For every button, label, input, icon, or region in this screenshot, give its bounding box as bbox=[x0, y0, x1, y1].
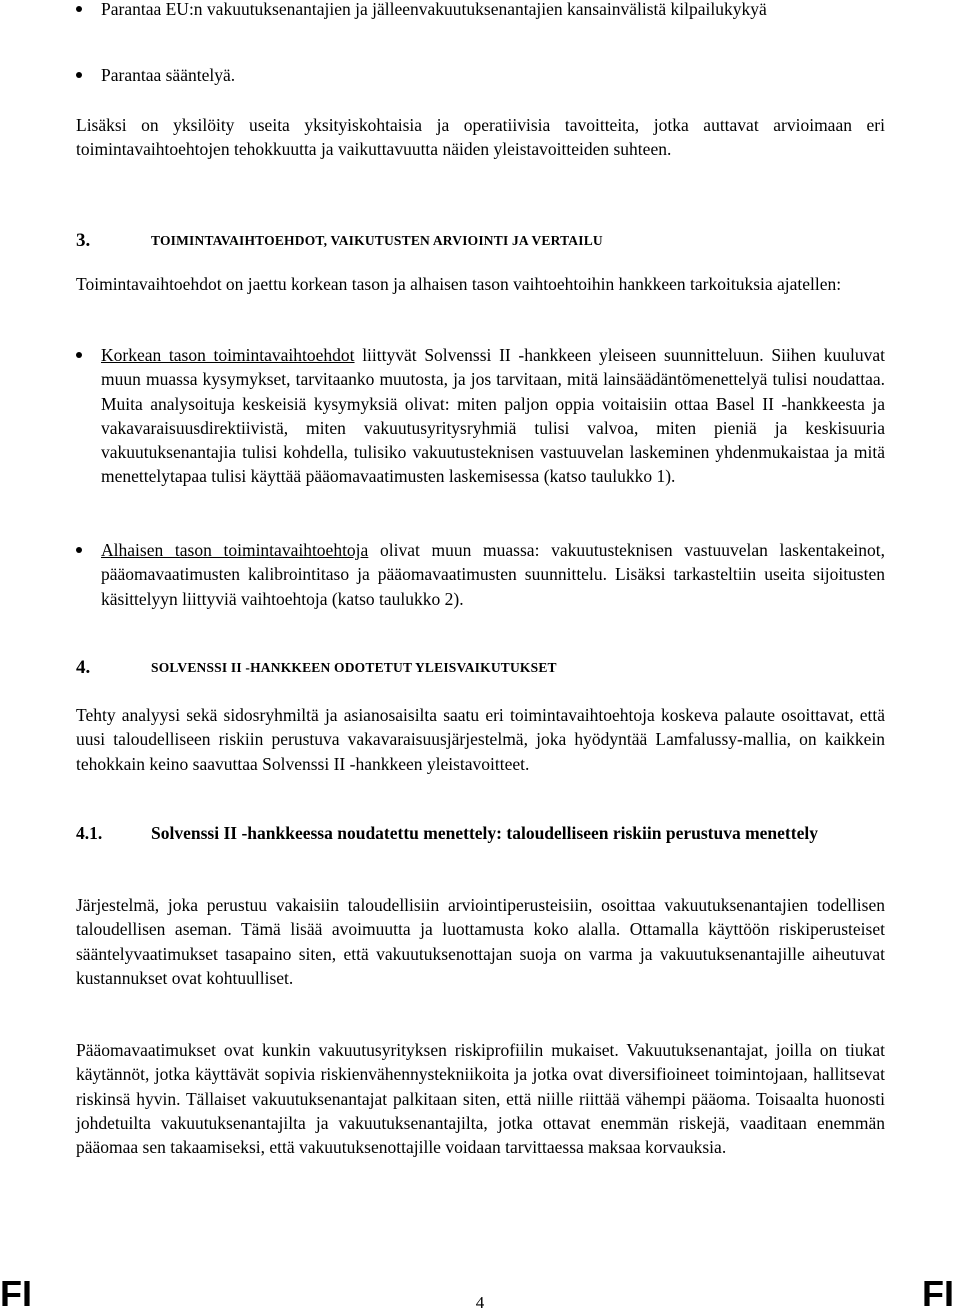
section-4-1-heading bbox=[76, 821, 885, 845]
section-number: 4. bbox=[76, 657, 91, 678]
section-4-heading bbox=[76, 656, 885, 680]
section-number: 4.1. bbox=[76, 823, 103, 843]
section-3-heading bbox=[76, 229, 885, 253]
page-number: 4 bbox=[475, 1293, 485, 1312]
section-4-paragraph: Tehty analyysi sekä sidosryhmiltä ja asianosaisilta saatu eri toimintavaihtoehtoja koskeva palaute osoittavat, että uusi taloudelliseen riskiin perustuva vakavaraisuusjärjestelmä, joka hyödyntää Lamfalussy-mallia, on kaikkein tehokkain keino saavuttaa Solvenssi II -hankkeen yleistavoitteet. bbox=[76, 705, 885, 774]
bullet-text: Parantaa sääntelyä. bbox=[101, 65, 236, 85]
section-4-1-paragraph: Järjestelmä, joka perustuu vakaisiin taloudellisiin arviointiperusteisiin, osoittaa vakuutuksenantajien todellisen taloudellisen aseman. Tämä lisää avoimuutta ja luottamusta koko alalla. Ottamalla käyttöön riskiperusteiset sääntelyvaatimukset tasapaino siten, että vakuutuksenottajan suoja on varma ja vakuutuksenantajille aiheutuvat kustannukset ovat kohtuulliset. bbox=[76, 895, 885, 988]
language-code-right: FI bbox=[922, 1273, 954, 1314]
bullet-text: liittyvät Solvenssi II -hankkeen yleiseen suunnitteluun. Siihen kuuluvat muun muassa kysymykset, tarvitaanko muutosta, ja jos tarvitaan, mitä lainsäädäntömenettelyä tulisi noudattaa. Muita analysoituja keskeisiä kysymyksiä olivat: miten paljon oppia voitaisiin ottaa Basel II -hankkeesta ja vakavaraisuusdirektiivistä, miten vakuutusyritysryhmiä tulisi valvoa, miten pieniä ja keskisuuria vakuutuksenantajia tulisi kohdella, tulisiko vakuutusteknisen vastuuvelan laskeminen yhdenmukaistaa ja mitä menettelytapaa tulisi käyttää pääomavaatimusten laskemisessa (katso taulukko 1). bbox=[101, 345, 886, 487]
section-4-1-paragraph: Pääomavaatimukset ovat kunkin vakuutusyrityksen riskiprofiilin mukaiset. Vakuutuksenantajat, joilla on tiukat käytännöt, jotka käyttävät sopivia riskienvähennystekniikoita ja jotka ovat diversifioineet toimintojaan, hallitsevat riskinsä hyvin. Tällaiset vakuutuksenantajat palkitaan siten, että niille riittää vähempi pääoma. Toisaalta huonosti johdetuilta vakuutuksenantajilta ja vakuutuksenantajilta, jotka ottavat enemmän riskejä, vaaditaan enemmän pääomaa sen takaamiseksi, että vakuutuksenottajille voidaan tarvittaessa maksaa korvauksia. bbox=[76, 1040, 885, 1158]
section-title: Solvenssi II -hankkeessa noudatettu menettely: taloudelliseen riskiin perustuva menettely bbox=[151, 823, 818, 843]
section-title: TOIMINTAVAIHTOEHDOT, VAIKUTUSTEN ARVIOINTI JA VERTAILU bbox=[151, 233, 603, 248]
section-title: SOLVENSSI II -HANKKEEN ODOTETUT YLEISVAIKUTUKSET bbox=[151, 660, 557, 675]
bullet-term: Korkean tason toimintavaihtoehdot bbox=[101, 345, 355, 365]
intro-paragraph: Lisäksi on yksilöity useita yksityiskohtaisia ja operatiivisia tavoitteita, jotka auttavat arvioimaan eri toimintavaihtoehtojen tehokkuutta ja vaikuttavuutta näiden yleistavoitteiden suhteen. bbox=[76, 115, 885, 160]
language-code-left: FI bbox=[0, 1273, 32, 1314]
bullet-term: Alhaisen tason toimintavaihtoehtoja bbox=[101, 540, 369, 560]
section-3-paragraph: Toimintavaihtoehdot on jaettu korkean tason ja alhaisen tason vaihtoehtoihin hankkeen tarkoituksia ajatellen: bbox=[76, 274, 842, 294]
bullet-text: Parantaa EU:n vakuutuksenantajien ja jälleenvakuutuksenantajien kansainvälistä kilpailukykyä bbox=[101, 0, 767, 19]
list-item bbox=[76, 343, 885, 489]
bullet-text: olivat muun muassa: vakuutusteknisen vastuuvelan laskentakeinot, pääomavaatimusten kalibrointitaso ja pääomavaatimusten suunnittelu. Lisäksi tarkasteltiin useita sijoitusten käsittelyyn liittyviä vaihtoehtoja (katso taulukko 2). bbox=[101, 540, 885, 609]
list-item bbox=[76, 63, 885, 87]
section-number: 3. bbox=[76, 230, 91, 251]
list-item bbox=[76, 0, 885, 21]
list-item bbox=[76, 538, 885, 611]
